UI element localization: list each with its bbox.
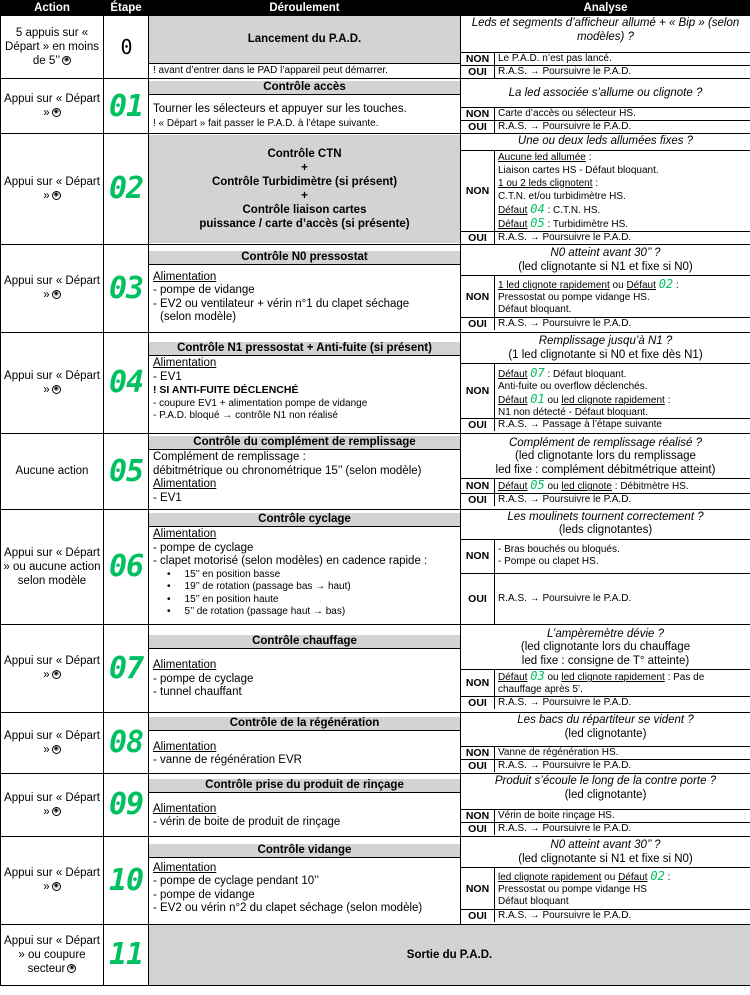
step-note: ! avant d’entrer dans le PAD l’appareil peut démarrer.	[153, 65, 388, 76]
step-display: 05	[108, 453, 144, 489]
analysis-question: L’ampèremètre dévie ? (led clignotante lors du chauffage led fixe : consigne de T° atteinte)	[461, 627, 750, 671]
depart-button-icon: ◉	[53, 807, 59, 814]
table-row: Appui sur « Départ » ◉ 03 Contrôle N0 pressostat Alimentation - pompe de vidange - EV2 ou ventilateur + vérin n°1 du clapet séchage (selon modèle) N0 atteint avant 30’’ ? (led clignotante si N1 et fixe si N0) NON 1 led clignote rapidement ou Défaut 02 : Pressostat ou pompe vidange HS. Défaut bloquant. OUI R.A.S. → Poursuivre le P.A.D.	[1, 244, 750, 332]
step-display: 01	[108, 88, 144, 124]
header-flow: Déroulement	[149, 1, 461, 16]
depart-button-icon: ◉	[53, 883, 59, 890]
step-display: 07	[108, 650, 144, 686]
step-display: 02	[108, 171, 144, 207]
depart-button-icon: ◉	[53, 109, 59, 116]
analysis-question: N0 atteint avant 30’’ ? (led clignotante si N1 et fixe si N0)	[461, 838, 750, 868]
analysis-question: Une ou deux leds allumées fixes ?	[461, 134, 750, 151]
depart-button-icon: ◉	[64, 57, 70, 64]
analysis-oui: OUI R.A.S. → Poursuivre le P.A.D.	[461, 66, 750, 78]
step-title: Contrôle accès	[149, 81, 460, 95]
depart-button-icon: ◉	[53, 385, 59, 392]
depart-button-icon: ◉	[53, 745, 59, 752]
step-display: 11	[108, 937, 144, 972]
table-row: Appui sur « Départ » ◉ 02 Contrôle CTN + Contrôle Turbidimètre (si présent) + Contrôle liaison cartes puissance / carte d’accès (si présente) Une ou deux leds allumées fixes ? NON Aucune led allumée : Liaison cartes HS - Défaut bloquant. 1 ou 2 leds clignotent : C.T.N. et/ou turbidimètre HS. Défaut 04 : C.T.N. HS. Défaut 05 : Turbidimètre HS. OUI R.A.S. → Poursuivre le P.A.D.	[1, 134, 750, 245]
table-row: Appui sur « Départ » ◉ 08 Contrôle de la régénération Alimentation - vanne de régénération EVR Les bacs du répartiteur se vident ? (led clignotante) NON Vanne de régénération HS. OUI R.A.S. → Poursuivre le P.A.D.	[1, 712, 750, 773]
step-display: 08	[108, 725, 144, 760]
analysis-question: Complément de remplissage réalisé ? (led clignotante lors du remplissage led fixe : complément débitmétrique atteint)	[461, 436, 750, 480]
step-title: Contrôle CTN + Contrôle Turbidimètre (si présent) + Contrôle liaison cartes puissance / carte d’accès (si présente)	[149, 135, 460, 243]
table-row: Appui sur « Départ » ◉ 07 Contrôle chauffage Alimentation - pompe de cyclage - tunnel chauffant L’ampèremètre dévie ? (led clignotante lors du chauffage led fixe : consigne de T° atteinte) NON Défaut 03 ou led clignote rapidement : Pas de chauffage après 5’. OUI R.A.S. → Poursuivre le P.A.D.	[1, 624, 750, 712]
step-display: 0	[120, 35, 132, 59]
analysis-question: Leds et segments d’afficheur allumé + « Bip » (selon modèles) ?	[461, 16, 750, 53]
depart-button-icon: ◉	[69, 964, 75, 971]
table-row: Appui sur « Départ » ◉ 10 Contrôle vidange Alimentation - pompe de cyclage pendant 10’’ - pompe de vidange - EV2 ou vérin n°2 du clapet séchage (selon modèle) N0 atteint avant 30’’ ? (led clignotante si N1 et fixe si N0) NON led clignote rapidement ou Défaut 02 : Pressostat ou pompe vidange HS Défaut bloquant OUI R.A.S. → Poursuivre le P.A.D.	[1, 836, 750, 924]
header-analysis: Analyse	[461, 1, 750, 16]
table-row: Appui sur « Départ » ◉ 01 Contrôle accès Tourner les sélecteurs et appuyer sur les touches. ! « Départ » fait passer le P.A.D. à l’étape suivante. La led associée s’allume ou clignote ? NON Carte d’accès ou sélecteur HS. OUI R.A.S. → Poursuivre le P.A.D.	[1, 79, 750, 134]
analysis-question: N0 atteint avant 30’’ ? (led clignotante si N1 et fixe si N0)	[461, 246, 750, 276]
step-title: Contrôle chauffage	[149, 635, 460, 649]
step-display: 06	[108, 549, 144, 584]
step-display: 10	[108, 862, 144, 898]
table-row: Appui sur « Départ » ◉ 09 Contrôle prise du produit de rinçage Alimentation - vérin de boite de produit de rinçage Produit s’écoule le long de la contre porte ? (led clignotante) NON Vérin de boite rinçage HS. OUI R.A.S. → Poursuivre le P.A.D.	[1, 773, 750, 836]
step-title: Contrôle de la régénération	[149, 717, 460, 731]
analysis-question: Les bacs du répartiteur se vident ? (led clignotante)	[461, 713, 750, 747]
table-row: Appui sur « Départ » ou aucune action selon modèle 06 Contrôle cyclage Alimentation - pompe de cyclage - clapet motorisé (selon modèles) en cadence rapide : • 15’’ en position basse • 19’’ de rotation (passage bas → haut) • 15’’ en position haute • 5’’ de rotation (passage haut → bas) Les moulinets tournent correctement ? (leds clignotantes) NON - Bras bouchés ou bloqués. - Pompe ou clapet HS. OUI R.A.S. → Poursuivre le P.A.D.	[1, 509, 750, 624]
step-display: 03	[108, 270, 144, 306]
step-title: Contrôle cyclage	[149, 513, 460, 527]
analysis-question: La led associée s’allume ou clignote ?	[461, 79, 750, 108]
analysis-question: Produit s’écoule le long de la contre porte ? (led clignotante)	[461, 774, 750, 810]
step-display: 09	[108, 787, 144, 822]
depart-button-icon: ◉	[53, 192, 59, 199]
depart-button-icon: ◉	[53, 291, 59, 298]
analysis-question: Les moulinets tournent correctement ? (leds clignotantes)	[461, 510, 750, 540]
header-step: Étape	[104, 1, 149, 16]
step-title: Lancement du P.A.D.	[149, 16, 460, 64]
timing-list: • 15’’ en position basse • 19’’ de rotation (passage bas → haut) • 15’’ en position haute • 5’’ de rotation (passage haut → bas)	[153, 569, 456, 619]
step-title: Contrôle N0 pressostat	[149, 251, 460, 265]
step-display: 04	[108, 365, 144, 400]
analysis-non: NON Le P.A.D. n’est pas lancé.	[461, 53, 750, 66]
step-title: Contrôle N1 pressostat + Anti-fuite (si présent)	[149, 342, 460, 356]
header-action: Action	[1, 1, 104, 16]
table-row: Aucune action 05 Contrôle du complément de remplissage Complément de remplissage : débitmétrique ou chronométrique 15’’ (selon modèle) Alimentation - EV1 Complément de remplissage réalisé ? (led clignotante lors du remplissage led fixe : complément débitmétrique atteint) NON Défaut 05 ou led clignote : Débitmètre HS. OUI R.A.S. → Poursuivre le P.A.D.	[1, 433, 750, 509]
table-row: Appui sur « Départ » ◉ 04 Contrôle N1 pressostat + Anti-fuite (si présent) Alimentation - EV1 ! SI ANTI-FUITE DÉCLENCHÉ - coupure EV1 + alimentation pompe de vidange - P.A.D. bloqué → contrôle N1 non réalisé Remplissage jusqu’à N1 ? (1 led clignotante si N0 et fixe dès N1) NON Défaut 07 : Défaut bloquant. Anti-fuite ou overflow déclenchés. Défaut 01 ou led clignote rapidement : N1 non détecté - Défaut bloquant. OUI R.A.S. → Passage à l’étape suivante	[1, 332, 750, 433]
step-title: Contrôle vidange	[149, 844, 460, 858]
step-title: Sortie du P.A.D.	[149, 924, 750, 985]
table-row	[1, 16, 750, 79]
action-cell: 5 appuis sur « Départ » en moins de 5’’ ◉	[1, 16, 104, 79]
analysis-question: Remplissage jusqu’à N1 ? (1 led clignotante si N0 et fixe dès N1)	[461, 334, 750, 364]
step-cell	[104, 16, 149, 79]
step-title: Contrôle du complément de remplissage	[149, 436, 460, 450]
step-title: Contrôle prise du produit de rinçage	[149, 779, 460, 793]
table-row: Appui sur « Départ » ou coupure secteur ◉ 11 Sortie du P.A.D.	[1, 924, 750, 985]
depart-button-icon: ◉	[53, 671, 59, 678]
